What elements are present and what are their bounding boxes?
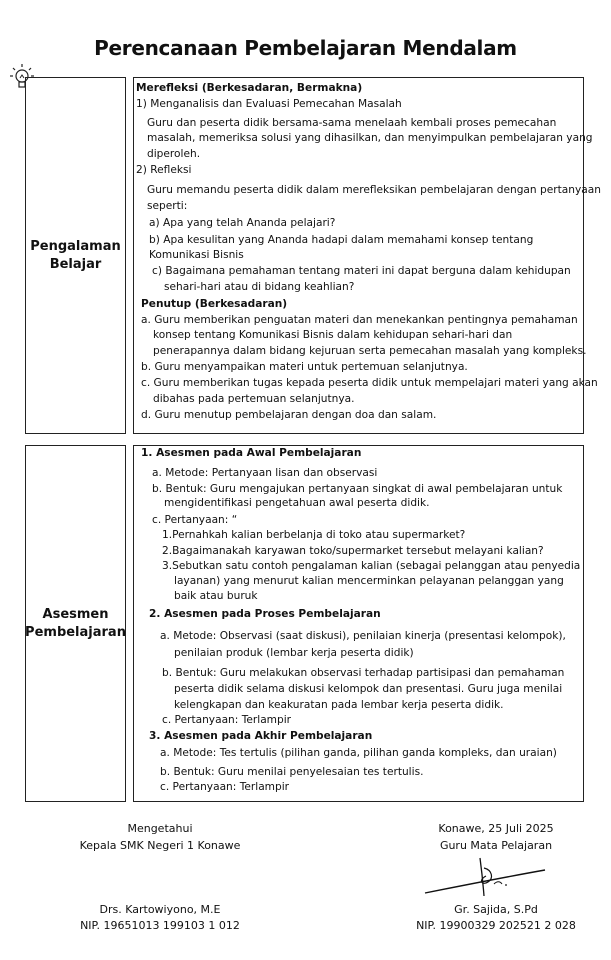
text-line: c. Guru memberikan tugas kepada peserta didik untuk mempelajari materi yang akan: [141, 377, 598, 389]
text-line: a. Metode: Pertanyaan lisan dan observasi: [152, 467, 378, 479]
section-label-pengalaman: [25, 77, 126, 434]
left-signature-role: Kepala SMK Negeri 1 Konawe: [79, 839, 241, 852]
subheading: Merefleksi (Berkesadaran, Bermakna): [136, 82, 363, 94]
subheading: 1. Asesmen pada Awal Pembelajaran: [141, 447, 362, 459]
text-line: b. Bentuk: Guru menilai penyelesaian tes tertulis.: [160, 766, 424, 778]
text-line: Guru memandu peserta didik dalam merefleksikan pembelajaran dengan pertanyaan: [147, 184, 601, 196]
text-line: 3.Sebutkan satu contoh pengalaman kalian (sebagai pelanggan atau penyedia: [162, 560, 581, 572]
right-signature-nip: NIP. 19900329 202521 2 028: [416, 919, 576, 932]
section-label-asesmen: [25, 445, 126, 802]
text-line: mengidentifikasi pengetahuan awal peserta didik.: [164, 497, 430, 509]
page-title: Perencanaan Pembelajaran Mendalam: [94, 36, 517, 60]
text-line: dibahas pada pertemuan selanjutnya.: [153, 393, 355, 405]
subheading: 3. Asesmen pada Akhir Pembelajaran: [149, 730, 373, 742]
text-line: b. Bentuk: Guru melakukan observasi terhadap partisipasi dan pemahaman: [162, 667, 565, 679]
text-line: Guru dan peserta didik bersama-sama menelaah kembali proses pemecahan: [147, 117, 557, 129]
text-line: masalah, memeriksa solusi yang dihasilkan, dan menyimpulkan pembelajaran yang: [147, 132, 593, 144]
right-signature-place-date: Konawe, 25 Juli 2025: [438, 822, 554, 835]
left-signature-heading: Mengetahui: [127, 822, 193, 835]
text-line: c. Pertanyaan: Terlampir: [162, 714, 292, 726]
handwritten-signature: [420, 848, 550, 900]
text-line: b. Guru menyampaikan materi untuk pertemuan selanjutnya.: [141, 361, 468, 373]
subheading: Penutup (Berkesadaran): [141, 298, 288, 310]
text-line: d. Guru menutup pembelajaran dengan doa dan salam.: [141, 409, 437, 421]
text-line: 2.Bagaimanakah karyawan toko/supermarket tersebut melayani kalian?: [162, 545, 544, 557]
text-line: a. Metode: Tes tertulis (pilihan ganda, pilihan ganda kompleks, dan uraian): [160, 747, 557, 759]
text-line: b) Apa kesulitan yang Ananda hadapi dalam memahami konsep tentang: [149, 234, 534, 246]
text-line: a) Apa yang telah Ananda pelajari?: [149, 217, 336, 229]
text-line: 2) Refleksi: [136, 164, 192, 176]
section-content-asesmen: [133, 445, 584, 802]
left-signature-nip: NIP. 19651013 199103 1 012: [80, 919, 240, 932]
text-line: peserta didik selama diskusi kelompok dan presentasi. Guru juga menilai: [174, 683, 563, 695]
section-label-line: Pengalaman: [30, 238, 121, 254]
text-line: a. Guru memberikan penguatan materi dan menekankan pentingnya pemahaman: [141, 314, 578, 326]
text-line: Komunikasi Bisnis: [149, 249, 244, 261]
left-signature-name: Drs. Kartowiyono, M.E: [99, 903, 221, 916]
text-line: layanan) yang menurut kalian mencerminkan pelayanan pelanggan yang: [174, 575, 564, 587]
text-line: sehari-hari atau di bidang keahlian?: [164, 281, 355, 293]
right-signature-role: Guru Mata Pelajaran: [439, 839, 553, 852]
text-line: baik atau buruk: [174, 590, 258, 602]
right-signature-name: Gr. Sajida, S.Pd: [454, 903, 538, 916]
text-line: penerapannya dalam bidang kejuruan serta pemecahan masalah yang kompleks.: [153, 345, 587, 357]
section-label-line: Asesmen: [42, 606, 109, 622]
section-label-line: Belajar: [49, 256, 102, 272]
subheading: 2. Asesmen pada Proses Pembelajaran: [149, 608, 381, 620]
text-line: c. Pertanyaan: “: [152, 514, 238, 526]
text-line: 1.Pernahkah kalian berbelanja di toko atau supermarket?: [162, 529, 466, 541]
text-line: kelengkapan dan keakuratan pada lembar kerja peserta didik.: [174, 699, 504, 711]
text-line: konsep tentang Komunikasi Bisnis dalam kehidupan sehari-hari dan: [153, 329, 513, 341]
text-line: penilaian produk (lembar kerja peserta didik): [174, 647, 414, 659]
text-line: 1) Menganalisis dan Evaluasi Pemecahan Masalah: [136, 98, 402, 110]
text-line: a. Metode: Observasi (saat diskusi), penilaian kinerja (presentasi kelompok),: [160, 630, 566, 642]
text-line: seperti:: [147, 200, 188, 212]
section-content-pengalaman: [133, 77, 601, 434]
section-label-line: Pembelajaran: [25, 624, 126, 640]
text-line: diperoleh.: [147, 148, 201, 160]
text-line: c) Bagaimana pemahaman tentang materi ini dapat berguna dalam kehidupan: [152, 265, 571, 277]
text-line: b. Bentuk: Guru mengajukan pertanyaan singkat di awal pembelajaran untuk: [152, 483, 563, 495]
text-line: c. Pertanyaan: Terlampir: [160, 781, 290, 793]
